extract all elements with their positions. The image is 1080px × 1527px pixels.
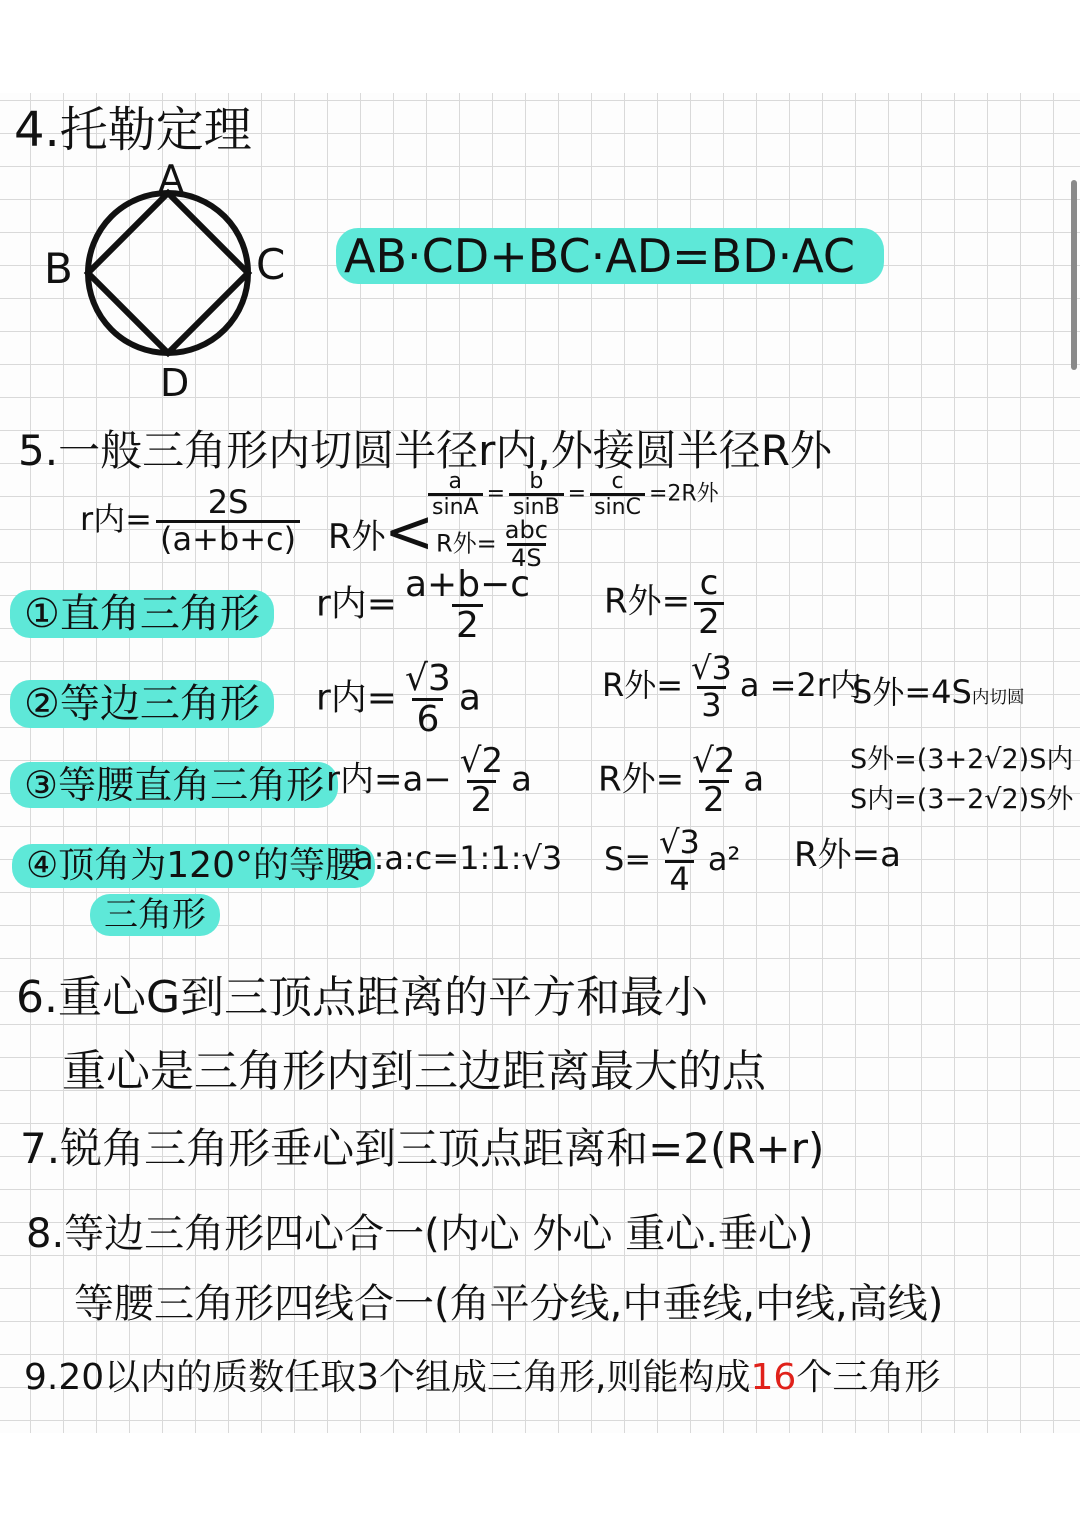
case-4-S-den: 4	[665, 860, 693, 897]
r-out-abc-lhs: R外=	[436, 529, 497, 558]
case-3-r-num: √2	[459, 741, 504, 781]
case-3-r-lhs: r内=a−	[326, 759, 452, 800]
section-9-pre: 9.20以内的质数任取3个组成三角形,则能构成	[24, 1357, 751, 1398]
case-1-r-den: 2	[452, 604, 483, 645]
frac-b-sinb	[509, 470, 564, 519]
r-in-fraction	[156, 483, 300, 558]
frac-a-sina	[428, 470, 483, 519]
case-2-area-relation	[852, 673, 1025, 711]
law-of-sines: $\frac{a}{\sin A}$ = $\frac{b}{\sin B}$ = $\frac{c}{\sin C}$ =2R外	[424, 470, 719, 519]
case-2-r-in	[316, 660, 481, 739]
r-out-abc-den: 4S	[507, 543, 546, 571]
case-2-r-tail: a	[458, 677, 481, 719]
vertex-label-d: D	[160, 361, 190, 405]
den-sinb: sinB	[509, 493, 564, 519]
ptolemy-formula: AB·CD+BC·AD=BD·AC	[336, 228, 884, 284]
case-1-r-in	[316, 566, 538, 645]
case-1-R-den: 2	[694, 602, 724, 641]
case-2-r-num: √3	[404, 658, 451, 699]
case-1-R-fraction	[694, 563, 724, 642]
case-3-r-tail: a	[511, 759, 532, 800]
case-4-S-num: √3	[659, 823, 700, 861]
case-3-R-lhs: R外=	[598, 759, 685, 800]
case-2-area-main: S外=4S	[852, 673, 972, 711]
num-b: b	[529, 469, 544, 494]
section-9-line	[24, 1357, 941, 1398]
case-3-r-den: 2	[467, 780, 497, 819]
r-in-general	[80, 483, 304, 558]
case-4-label: ④顶角为120°的等腰	[12, 844, 375, 888]
vertex-label-a: A	[158, 157, 184, 201]
case-1-R-lhs: R外=	[604, 581, 691, 622]
case-2-R-den: 3	[697, 686, 725, 723]
case-3-label: ③等腰直角三角形	[10, 762, 338, 808]
case-1-r-lhs: r内=	[316, 583, 397, 625]
case-2-r-lhs: r内=	[316, 677, 397, 719]
den-sinc: sinC	[590, 493, 645, 519]
case-3-R-num: √2	[692, 741, 736, 781]
section-6-line-1: 6.重心G到三顶点距离的平方和最小	[16, 972, 709, 1023]
frac-c-sinc	[590, 470, 645, 519]
section-6-line-2: 重心是三角形内到三边距离最大的点	[62, 1046, 766, 1097]
case-1-r-out	[604, 563, 728, 642]
case-2-r-den: 6	[412, 698, 443, 739]
case-3-R-den: 2	[699, 780, 729, 819]
r-out-abc-num: abc	[504, 516, 548, 544]
section-5-title: 5.一般三角形内切圆半径r内,外接圆半径R外	[18, 426, 832, 475]
section-8-line-1: 8.等边三角形四心合一(内心 外心 重心.垂心)	[26, 1211, 814, 1257]
vertex-label-c: C	[256, 240, 286, 289]
section-7-line: 7.锐角三角形垂心到三顶点距离和=2(R+r)	[20, 1124, 825, 1173]
case-1-r-fraction	[401, 566, 534, 645]
case-4-r-out: R外=a	[794, 835, 901, 875]
case-3-area-in: S内=(3−2√2)S外	[850, 784, 1074, 815]
section-4-title: 4.托勒定理	[14, 102, 252, 158]
case-4-area	[604, 823, 741, 898]
case-2-R-tail: a =2r内	[739, 666, 862, 705]
case-3-area-out: S外=(3+2√2)S内	[850, 744, 1074, 775]
case-3-R-tail: a	[743, 759, 765, 800]
case-4-ratio: a:a:c=1:1:√3	[354, 839, 563, 877]
case-3-R-fraction	[688, 741, 739, 820]
scrollbar[interactable]	[1071, 180, 1077, 370]
section-8-line-2: 等腰三角形四线合一(角平分线,中垂线,中线,高线)	[74, 1281, 944, 1327]
r-in-den: (a+b+c)	[156, 520, 300, 557]
section-9-post: 个三角形	[796, 1357, 941, 1398]
case-4-label-cont: 三角形	[90, 894, 220, 936]
case-2-r-fraction	[401, 660, 455, 739]
case-2-label: ②等边三角形	[10, 680, 274, 728]
circumcircle	[88, 193, 248, 353]
case-2-R-num: √3	[691, 649, 732, 687]
case-2-r-out	[602, 649, 862, 724]
case-2-R-lhs: R外=	[602, 666, 684, 705]
case-3-r-in	[326, 741, 532, 820]
case-4-S-fraction	[655, 823, 704, 898]
law-sines-rhs: =2R外	[648, 481, 719, 507]
case-1-label: ①直角三角形	[10, 590, 274, 638]
case-4-S-tail: a²	[707, 840, 741, 879]
num-a: a	[448, 469, 463, 494]
brace-icon: <	[384, 497, 435, 567]
r-in-lhs: r内=	[80, 500, 152, 539]
case-3-r-out	[598, 741, 765, 820]
r-in-num: 2S	[207, 483, 249, 521]
case-4-S-lhs: S=	[604, 840, 652, 879]
vertex-label-b: B	[44, 244, 73, 293]
case-3-r-fraction	[456, 741, 507, 820]
den-sina: sinA	[428, 493, 483, 519]
case-1-r-num: a+b−c	[404, 564, 531, 605]
case-2-R-fraction	[687, 649, 736, 724]
r-out-label: R外	[328, 517, 386, 557]
case-2-area-sub: 内切圆	[971, 688, 1025, 708]
num-c: c	[611, 469, 624, 494]
case-1-R-num: c	[699, 563, 719, 603]
triangle-count: 16	[750, 1357, 797, 1398]
